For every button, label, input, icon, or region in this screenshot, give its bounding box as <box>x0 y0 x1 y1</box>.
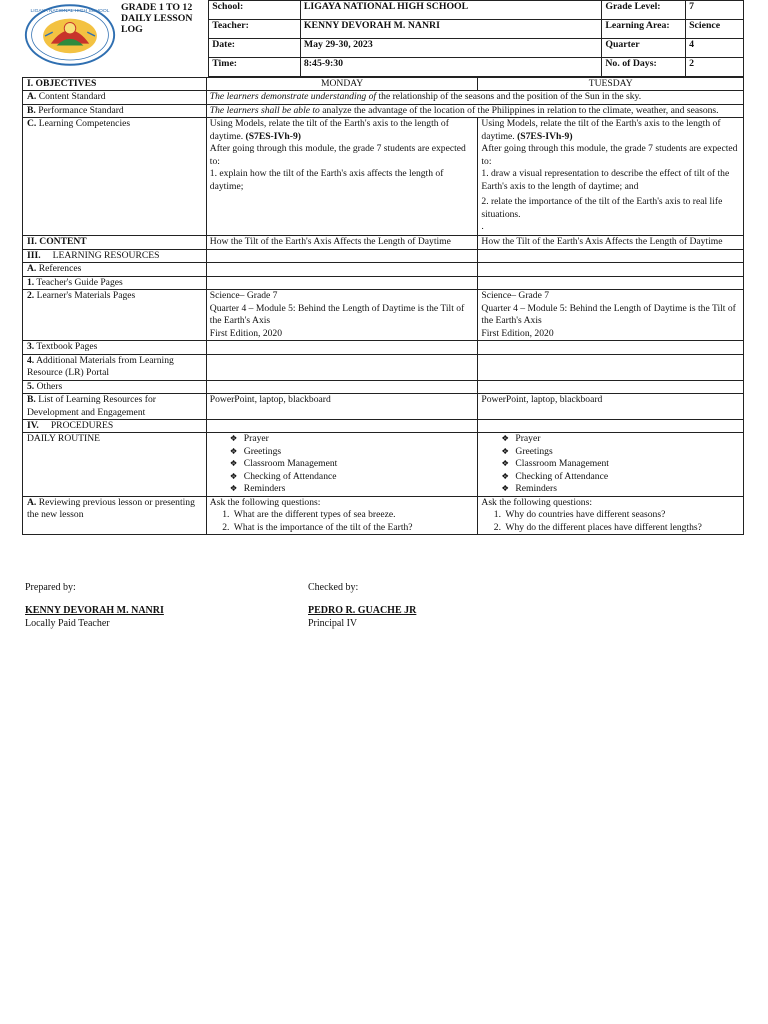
teacher-label: Teacher: <box>209 20 301 39</box>
question-list <box>481 509 740 534</box>
monday-review <box>206 496 478 534</box>
daily-routine-label: DAILY ROUTINE <box>23 433 207 496</box>
text-rest: analyze the advantage of the location of the Philippines in relation to the climate, weather, and seasons. <box>319 104 719 116</box>
others-label <box>23 380 207 393</box>
quarter-label: Quarter <box>602 39 686 58</box>
log-title <box>118 1 209 77</box>
empty-cell <box>478 354 744 380</box>
material-line: Quarter 4 – Module 5: Behind the Length of Daytime is the Tilt of the Earth's Axis <box>481 302 736 327</box>
row-number: 4. <box>27 354 35 366</box>
tuesday-content: How the Tilt of the Earth's Axis Affects the Length of Daytime <box>478 236 744 249</box>
competency-code: (S7ES-IVh-9) <box>517 130 573 142</box>
objectives-heading: I. OBJECTIVES <box>23 78 207 91</box>
tuesday-review <box>478 496 744 534</box>
prepared-by-title: Locally Paid Teacher <box>25 618 110 629</box>
list-item: ❖ Greetings <box>230 446 475 458</box>
competency-text <box>210 118 475 143</box>
monday-resources-list: PowerPoint, laptop, blackboard <box>206 394 478 420</box>
empty-cell <box>478 341 744 354</box>
competency-line: Using Models, relate the tilt of the Earth's axis to the length of daytime. <box>481 118 721 142</box>
competency-line: After going through this module, the grade 7 students are expected to: <box>481 143 738 167</box>
row-number: B. <box>27 394 36 406</box>
grade-label: Grade Level: <box>602 1 686 20</box>
row-number: C. <box>27 118 37 130</box>
empty-cell <box>206 276 478 289</box>
checked-by-block <box>308 581 416 630</box>
row-label: Others <box>34 380 63 392</box>
material-line: Quarter 4 – Module 5: Behind the Length of Daytime is the Tilt of the Earth's Axis <box>209 302 465 327</box>
title-line-1: GRADE 1 TO 12 <box>121 1 193 13</box>
row-number: 1. <box>27 276 35 288</box>
list-item: ❖ Classroom Management <box>230 458 475 470</box>
school-seal-icon <box>22 3 118 67</box>
content-heading: II. CONTENT <box>23 236 207 249</box>
row-label: PROCEDURES <box>50 419 114 431</box>
row-label: LEARNING RESOURCES <box>52 249 160 261</box>
competency-line: . <box>481 221 484 233</box>
date-value: May 29-30, 2023 <box>300 39 601 58</box>
question-list <box>210 509 475 534</box>
empty-cell <box>478 419 744 432</box>
competency-code: (S7ES-IVh-9) <box>245 130 301 142</box>
tuesday-routine <box>478 433 744 496</box>
list-item: 1. Why do countries have different seasons? <box>503 509 740 521</box>
material-line: First Edition, 2020 <box>209 327 283 339</box>
row-number: A. <box>27 496 37 508</box>
tuesday-competencies <box>478 118 744 236</box>
tuesday-header: TUESDAY <box>478 78 744 91</box>
days-value: 2 <box>686 58 744 77</box>
title-line-2: DAILY LESSON <box>121 12 193 24</box>
list-item: ❖ Prayer <box>230 433 475 445</box>
monday-competencies <box>206 118 478 236</box>
row-label: Performance Standard <box>35 104 124 116</box>
tuesday-resources-list: PowerPoint, laptop, blackboard <box>478 394 744 420</box>
content-standard-value <box>206 91 743 104</box>
header-table <box>22 0 744 77</box>
resources-list-label <box>23 394 207 420</box>
row-label: List of Learning Resources for Development and Engagement <box>27 394 156 418</box>
row-label: Additional Materials from Learning Resource (LR) Portal <box>27 354 174 379</box>
teacher-value: KENNY DEVORAH M. NANRI <box>300 20 601 39</box>
row-label: Textbook Pages <box>34 341 98 353</box>
procedures-heading <box>23 419 207 432</box>
days-label: No. of Days: <box>602 58 686 77</box>
school-value: LIGAYA NATIONAL HIGH SCHOOL <box>300 1 601 20</box>
competency-line: 2. relate the importance of the tilt of the Earth's axis to real life situations. <box>481 196 723 220</box>
title-line-3: LOG <box>121 24 143 36</box>
competency-line: 1. draw a visual representation to describe the effect of tilt of the Earth's axis to the length of daytime; and <box>481 168 730 192</box>
list-item: ❖ Checking of Attendance <box>230 471 475 483</box>
list-item: ❖ Classroom Management <box>501 458 740 470</box>
material-line: First Edition, 2020 <box>481 327 554 339</box>
row-number: 3. <box>27 341 35 353</box>
list-item: ❖ Prayer <box>501 433 740 445</box>
row-label: Content Standard <box>36 91 106 103</box>
textbook-label <box>23 341 207 354</box>
list-item: 2. Why do the different places have different lengths? <box>503 522 740 534</box>
routine-list <box>210 433 475 495</box>
area-value: Science <box>686 20 744 39</box>
empty-cell <box>478 249 744 262</box>
row-label: References <box>36 263 82 275</box>
monday-header: MONDAY <box>206 78 478 91</box>
material-line: Science– Grade 7 <box>481 290 550 302</box>
list-item: ❖ Reminders <box>230 483 475 495</box>
performance-standard-label <box>23 104 207 117</box>
learners-materials-label <box>23 290 207 341</box>
italic-lead: The learners shall be able to <box>209 104 320 116</box>
lesson-table <box>22 77 744 535</box>
monday-learners-materials <box>206 290 478 341</box>
checked-by-name: PEDRO R. GUACHE JR <box>308 605 417 616</box>
row-number: 5. <box>27 380 35 392</box>
logo-cell <box>22 1 118 77</box>
italic-lead: The learners demonstrate understanding of <box>209 91 377 103</box>
row-number: A. <box>27 263 37 275</box>
content-standard-label <box>23 91 207 104</box>
resources-heading <box>23 249 207 262</box>
references-label <box>23 263 207 276</box>
empty-cell <box>206 263 478 276</box>
empty-cell <box>206 419 478 432</box>
time-label: Time: <box>209 58 301 77</box>
quarter-value: 4 <box>686 39 744 58</box>
row-label: Teacher's Guide Pages <box>34 276 123 288</box>
competency-line: 1. explain how the tilt of the Earth's axis affects the length of daytime; <box>209 168 444 192</box>
tuesday-learners-materials <box>478 290 744 341</box>
school-label: School: <box>209 1 301 20</box>
date-label: Date: <box>209 39 301 58</box>
grade-value: 7 <box>686 1 744 20</box>
row-label: Learner's Materials Pages <box>34 290 136 302</box>
empty-cell <box>478 276 744 289</box>
seal-text: LIGAYA NATIONAL HIGH SCHOOL <box>30 7 110 14</box>
empty-cell <box>478 380 744 393</box>
row-label: Reviewing previous lesson or presenting the new lesson <box>27 496 195 521</box>
additional-materials-label <box>23 354 207 380</box>
routine-list <box>481 433 740 495</box>
empty-cell <box>206 341 478 354</box>
teachers-guide-label <box>23 276 207 289</box>
checked-by-label: Checked by: <box>308 582 359 593</box>
checked-by-title: Principal IV <box>308 618 358 629</box>
monday-routine <box>206 433 478 496</box>
list-item: ❖ Greetings <box>501 446 740 458</box>
review-lesson-label <box>23 496 207 534</box>
list-item: ❖ Reminders <box>501 483 740 495</box>
prepared-by-name: KENNY DEVORAH M. NANRI <box>25 605 164 616</box>
prepared-by-block <box>25 581 164 630</box>
row-number: IV. <box>27 419 39 431</box>
empty-cell <box>478 263 744 276</box>
performance-standard-value <box>206 104 743 117</box>
list-item: ❖ Checking of Attendance <box>501 471 740 483</box>
review-intro: Ask the following questions: <box>209 496 321 508</box>
monday-content: How the Tilt of the Earth's Axis Affects the Length of Daytime <box>206 236 478 249</box>
area-label: Learning Area: <box>602 20 686 39</box>
row-number: III. <box>27 249 41 261</box>
time-value: 8:45-9:30 <box>300 58 601 77</box>
list-item: 1. What are the different types of sea breeze. <box>232 509 475 521</box>
prepared-by-label: Prepared by: <box>25 582 76 593</box>
row-label: Learning Competencies <box>36 118 131 130</box>
text-rest: the relationship of the seasons and the position of the Sun in the sky. <box>376 91 642 103</box>
competency-line: After going through this module, the grade 7 students are expected to: <box>209 143 466 167</box>
list-item: 2. What is the importance of the tilt of the Earth? <box>232 522 475 534</box>
competency-line: Using Models, relate the tilt of the Earth's axis to the length of daytime. <box>209 118 449 142</box>
empty-cell <box>206 354 478 380</box>
row-number: B. <box>27 104 36 116</box>
row-number: 2. <box>27 290 35 302</box>
competency-text <box>481 118 740 143</box>
competencies-label <box>23 118 207 236</box>
material-line: Science– Grade 7 <box>209 290 278 302</box>
empty-cell <box>206 249 478 262</box>
row-number: A. <box>27 91 37 103</box>
review-intro: Ask the following questions: <box>481 496 592 508</box>
empty-cell <box>206 380 478 393</box>
